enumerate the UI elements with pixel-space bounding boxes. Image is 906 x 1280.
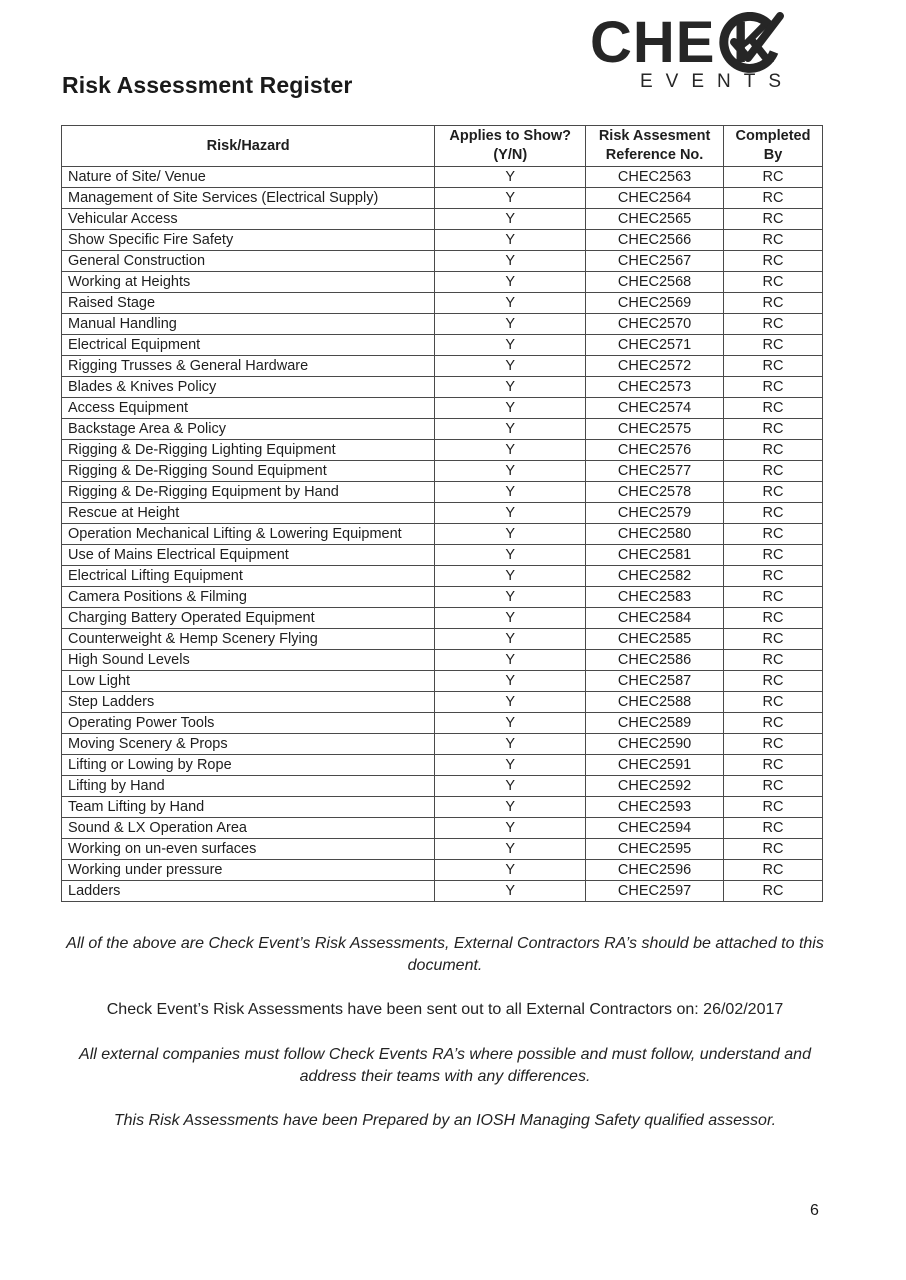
cell-risk-hazard: Team Lifting by Hand	[62, 797, 435, 818]
table-row	[62, 251, 823, 272]
cell-reference-no: CHEC2570	[586, 314, 724, 335]
cell-risk-hazard: Rigging & De-Rigging Sound Equipment	[62, 461, 435, 482]
cell-completed-by: RC	[724, 566, 823, 587]
table-row	[62, 419, 823, 440]
logo-wordmark: CHE K	[590, 10, 776, 75]
cell-completed-by: RC	[724, 608, 823, 629]
cell-applies: Y	[435, 881, 586, 902]
cell-reference-no: CHEC2579	[586, 503, 724, 524]
cell-risk-hazard: High Sound Levels	[62, 650, 435, 671]
cell-reference-no: CHEC2580	[586, 524, 724, 545]
table-row	[62, 230, 823, 251]
cell-reference-no: CHEC2578	[586, 482, 724, 503]
cell-applies: Y	[435, 713, 586, 734]
cell-applies: Y	[435, 860, 586, 881]
cell-reference-no: CHEC2573	[586, 377, 724, 398]
cell-reference-no: CHEC2597	[586, 881, 724, 902]
cell-reference-no: CHEC2572	[586, 356, 724, 377]
cell-applies: Y	[435, 629, 586, 650]
cell-risk-hazard: Management of Site Services (Electrical Supply)	[62, 188, 435, 209]
table-row	[62, 818, 823, 839]
note-sent-date: Check Event’s Risk Assessments have been sent out to all External Contractors on: 26/02/2017	[106, 1001, 784, 1018]
cell-completed-by: RC	[724, 419, 823, 440]
cell-completed-by: RC	[724, 692, 823, 713]
cell-risk-hazard: Nature of Site/ Venue	[62, 167, 435, 188]
cell-risk-hazard: Lifting by Hand	[62, 776, 435, 797]
cell-reference-no: CHEC2569	[586, 293, 724, 314]
table-row	[62, 503, 823, 524]
cell-reference-no: CHEC2585	[586, 629, 724, 650]
cell-reference-no: CHEC2591	[586, 755, 724, 776]
cell-completed-by: RC	[724, 629, 823, 650]
cell-risk-hazard: Electrical Equipment	[62, 335, 435, 356]
table-row	[62, 713, 823, 734]
cell-completed-by: RC	[724, 524, 823, 545]
cell-completed-by: RC	[724, 587, 823, 608]
cell-applies: Y	[435, 503, 586, 524]
table-row	[62, 167, 823, 188]
table-row	[62, 881, 823, 902]
cell-risk-hazard: Low Light	[62, 671, 435, 692]
cell-risk-hazard: Show Specific Fire Safety	[62, 230, 435, 251]
cell-risk-hazard: Lifting or Lowing by Rope	[62, 755, 435, 776]
header-completed-by: Completed By	[724, 126, 823, 167]
table-header-row	[62, 126, 823, 167]
header-applies-to-show: Applies to Show? (Y/N)	[435, 126, 586, 167]
cell-reference-no: CHEC2563	[586, 167, 724, 188]
cell-applies: Y	[435, 818, 586, 839]
table-row	[62, 629, 823, 650]
cell-applies: Y	[435, 482, 586, 503]
cell-applies: Y	[435, 377, 586, 398]
cell-completed-by: RC	[724, 335, 823, 356]
cell-completed-by: RC	[724, 734, 823, 755]
cell-reference-no: CHEC2581	[586, 545, 724, 566]
cell-risk-hazard: Electrical Lifting Equipment	[62, 566, 435, 587]
header-reference-no: Risk Assesment Reference No.	[586, 126, 724, 167]
cell-completed-by: RC	[724, 545, 823, 566]
cell-applies: Y	[435, 167, 586, 188]
cell-risk-hazard: Raised Stage	[62, 293, 435, 314]
cell-risk-hazard: Operating Power Tools	[62, 713, 435, 734]
cell-risk-hazard: Moving Scenery & Props	[62, 734, 435, 755]
cell-applies: Y	[435, 461, 586, 482]
table-row	[62, 293, 823, 314]
cell-risk-hazard: Rigging & De-Rigging Equipment by Hand	[62, 482, 435, 503]
cell-completed-by: RC	[724, 314, 823, 335]
cell-applies: Y	[435, 671, 586, 692]
cell-completed-by: RC	[724, 797, 823, 818]
table-row	[62, 482, 823, 503]
cell-applies: Y	[435, 356, 586, 377]
cell-reference-no: CHEC2595	[586, 839, 724, 860]
table-row	[62, 860, 823, 881]
cell-applies: Y	[435, 251, 586, 272]
cell-applies: Y	[435, 566, 586, 587]
cell-completed-by: RC	[724, 398, 823, 419]
cell-reference-no: CHEC2590	[586, 734, 724, 755]
table-row	[62, 545, 823, 566]
cell-completed-by: RC	[724, 251, 823, 272]
cell-risk-hazard: Charging Battery Operated Equipment	[62, 608, 435, 629]
cell-reference-no: CHEC2567	[586, 251, 724, 272]
table-row	[62, 776, 823, 797]
table-row	[62, 335, 823, 356]
cell-risk-hazard: Sound & LX Operation Area	[62, 818, 435, 839]
cell-risk-hazard: Ladders	[62, 881, 435, 902]
table-row	[62, 587, 823, 608]
cell-applies: Y	[435, 209, 586, 230]
risk-register-table	[61, 125, 823, 902]
cell-completed-by: RC	[724, 839, 823, 860]
cell-applies: Y	[435, 272, 586, 293]
cell-reference-no: CHEC2584	[586, 608, 724, 629]
cell-risk-hazard: Operation Mechanical Lifting & Lowering Equipment	[62, 524, 435, 545]
table-row	[62, 797, 823, 818]
cell-completed-by: RC	[724, 776, 823, 797]
cell-risk-hazard: General Construction	[62, 251, 435, 272]
cell-applies: Y	[435, 419, 586, 440]
table-row	[62, 671, 823, 692]
cell-reference-no: CHEC2594	[586, 818, 724, 839]
header-risk-hazard: Risk/Hazard	[62, 126, 435, 167]
table-row	[62, 524, 823, 545]
cell-reference-no: CHEC2588	[586, 692, 724, 713]
cell-applies: Y	[435, 335, 586, 356]
cell-applies: Y	[435, 440, 586, 461]
table-row	[62, 272, 823, 293]
cell-reference-no: CHEC2575	[586, 419, 724, 440]
cell-risk-hazard: Camera Positions & Filming	[62, 587, 435, 608]
table-row	[62, 566, 823, 587]
cell-applies: Y	[435, 230, 586, 251]
cell-risk-hazard: Backstage Area & Policy	[62, 419, 435, 440]
cell-completed-by: RC	[724, 482, 823, 503]
cell-applies: Y	[435, 755, 586, 776]
cell-reference-no: CHEC2576	[586, 440, 724, 461]
cell-applies: Y	[435, 293, 586, 314]
cell-reference-no: CHEC2571	[586, 335, 724, 356]
cell-completed-by: RC	[724, 503, 823, 524]
cell-applies: Y	[435, 734, 586, 755]
cell-completed-by: RC	[724, 755, 823, 776]
cell-reference-no: CHEC2587	[586, 671, 724, 692]
table-row	[62, 692, 823, 713]
cell-reference-no: CHEC2577	[586, 461, 724, 482]
table-row	[62, 839, 823, 860]
cell-applies: Y	[435, 587, 586, 608]
cell-applies: Y	[435, 545, 586, 566]
cell-completed-by: RC	[724, 230, 823, 251]
table-row	[62, 650, 823, 671]
table-row	[62, 398, 823, 419]
cell-applies: Y	[435, 797, 586, 818]
cell-applies: Y	[435, 839, 586, 860]
cell-completed-by: RC	[724, 167, 823, 188]
note-external-contractors: All of the above are Check Event’s Risk Assessments, External Contractors RA’s should be attached to this document.	[66, 935, 824, 974]
cell-risk-hazard: Access Equipment	[62, 398, 435, 419]
cell-completed-by: RC	[724, 461, 823, 482]
cell-risk-hazard: Working on un-even surfaces	[62, 839, 435, 860]
logo-subtitle: EVENTS	[640, 71, 795, 92]
cell-risk-hazard: Blades & Knives Policy	[62, 377, 435, 398]
cell-reference-no: CHEC2564	[586, 188, 724, 209]
table-row	[62, 188, 823, 209]
cell-reference-no: CHEC2593	[586, 797, 724, 818]
cell-completed-by: RC	[724, 818, 823, 839]
cell-reference-no: CHEC2565	[586, 209, 724, 230]
page-title: Risk Assessment Register	[62, 72, 353, 98]
cell-completed-by: RC	[724, 188, 823, 209]
cell-completed-by: RC	[724, 377, 823, 398]
cell-completed-by: RC	[724, 209, 823, 230]
cell-applies: Y	[435, 314, 586, 335]
cell-reference-no: CHEC2566	[586, 230, 724, 251]
cell-risk-hazard: Rescue at Height	[62, 503, 435, 524]
table-row	[62, 608, 823, 629]
cell-completed-by: RC	[724, 713, 823, 734]
cell-applies: Y	[435, 608, 586, 629]
cell-risk-hazard: Manual Handling	[62, 314, 435, 335]
checkmark-icon	[718, 12, 788, 74]
table-row	[62, 440, 823, 461]
cell-completed-by: RC	[724, 272, 823, 293]
cell-risk-hazard: Working at Heights	[62, 272, 435, 293]
cell-reference-no: CHEC2583	[586, 587, 724, 608]
table-row	[62, 461, 823, 482]
cell-applies: Y	[435, 398, 586, 419]
cell-reference-no: CHEC2596	[586, 860, 724, 881]
cell-applies: Y	[435, 650, 586, 671]
table-row	[62, 377, 823, 398]
cell-completed-by: RC	[724, 671, 823, 692]
cell-reference-no: CHEC2592	[586, 776, 724, 797]
cell-risk-hazard: Use of Mains Electrical Equipment	[62, 545, 435, 566]
cell-risk-hazard: Rigging Trusses & General Hardware	[62, 356, 435, 377]
cell-completed-by: RC	[724, 860, 823, 881]
note-external-companies: All external companies must follow Check Events RA’s where possible and must follow, understand and address their teams with any differences.	[79, 1046, 811, 1085]
table-row	[62, 209, 823, 230]
cell-applies: Y	[435, 692, 586, 713]
table-row	[62, 314, 823, 335]
cell-completed-by: RC	[724, 293, 823, 314]
cell-applies: Y	[435, 524, 586, 545]
cell-risk-hazard: Working under pressure	[62, 860, 435, 881]
check-events-logo	[590, 10, 822, 96]
note-iosh-assessor: This Risk Assessments have been Prepared by an IOSH Managing Safety qualified assessor.	[113, 1112, 777, 1129]
cell-applies: Y	[435, 188, 586, 209]
cell-risk-hazard: Step Ladders	[62, 692, 435, 713]
cell-completed-by: RC	[724, 440, 823, 461]
cell-risk-hazard: Counterweight & Hemp Scenery Flying	[62, 629, 435, 650]
cell-completed-by: RC	[724, 650, 823, 671]
cell-risk-hazard: Vehicular Access	[62, 209, 435, 230]
cell-reference-no: CHEC2568	[586, 272, 724, 293]
cell-completed-by: RC	[724, 881, 823, 902]
cell-risk-hazard: Rigging & De-Rigging Lighting Equipment	[62, 440, 435, 461]
table-row	[62, 755, 823, 776]
table-row	[62, 734, 823, 755]
cell-reference-no: CHEC2586	[586, 650, 724, 671]
table-row	[62, 356, 823, 377]
cell-reference-no: CHEC2589	[586, 713, 724, 734]
cell-reference-no: CHEC2582	[586, 566, 724, 587]
cell-reference-no: CHEC2574	[586, 398, 724, 419]
cell-completed-by: RC	[724, 356, 823, 377]
cell-applies: Y	[435, 776, 586, 797]
page-number: 6	[810, 1202, 819, 1219]
